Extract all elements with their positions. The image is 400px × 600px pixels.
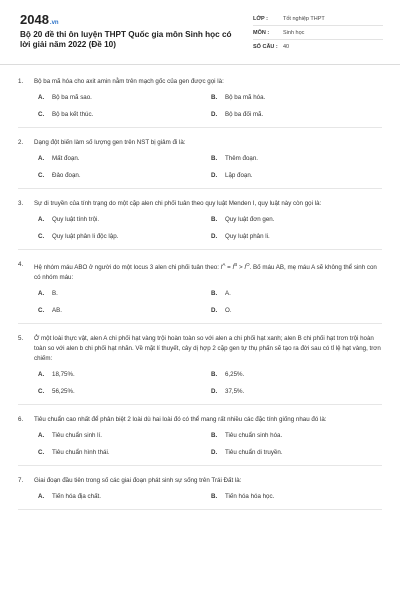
option-c[interactable] [38,110,211,119]
meta-key: LỚP : [253,15,268,22]
document-header [0,0,400,65]
option-letter: A. [38,493,45,501]
logo-main: 2048 [20,12,49,27]
option-text: AB. [52,307,62,315]
option-b[interactable] [211,289,384,298]
option-letter: B. [211,155,218,162]
question-text: Sự di truyền của tính trạng do một cặp alen chi phối tuân theo quy luật Menden I, quy luật này còn gọi là: [34,200,322,207]
question-text: Dạng đột biến làm số lượng gen trên NST bị giảm đi là: [34,139,186,146]
formula-operator: > [239,264,243,272]
option-letter: C. [38,388,45,396]
option-letter: A. [38,371,45,379]
allele-superscript: B [234,262,238,267]
question-text: Bộ ba mã hóa cho axit amin nằm trên mạch gốc của gen được gọi là: [34,78,224,85]
option-a[interactable] [38,492,211,501]
option-text: Quy luật đơn gen. [225,216,275,223]
option-text: Tiêu chuẩn hình thái. [52,449,110,457]
option-c[interactable] [38,306,211,315]
option-text: Tiêu chuẩn di truyền. [225,449,283,457]
option-c[interactable] [38,448,211,457]
question-4 [18,260,382,324]
option-text: 18,75%. [52,371,75,379]
question-text: Giai đoạn đầu tiên trong số các giai đoạn phát sinh sự sống trên Trái Đất là: [34,477,242,485]
option-text: Bộ ba đối mã. [225,111,264,118]
option-d[interactable] [211,232,384,241]
option-a[interactable] [38,154,211,163]
option-text: B. [52,290,58,298]
option-letter: D. [211,233,218,240]
option-letter: A. [38,155,45,162]
option-b[interactable] [211,370,384,379]
meta-value: Tốt nghiệp THPT [283,15,325,22]
question-number: 2. [18,139,24,146]
option-text: A. [225,290,231,298]
option-text: O. [225,307,232,315]
meta-row-subject [253,26,383,40]
option-text: Đảo đoạn. [52,172,81,179]
question-3 [18,199,382,250]
meta-key: MÔN : [253,29,270,36]
option-text: Quy luật phân li. [225,233,270,240]
option-letter: D. [211,307,218,315]
meta-row-count [253,40,383,53]
option-d[interactable] [211,110,384,119]
option-text: Quy luật phân li độc lập. [52,233,119,240]
option-a[interactable] [38,289,211,298]
option-b[interactable] [211,431,384,440]
question-6 [18,415,382,466]
option-text: Mất đoạn. [52,155,80,162]
question-text: Ở một loài thực vật, alen A chi phối hạt vàng trội hoàn toàn so với alen a chi phối hạt xanh; alen B chi phối hạt trơn trội hoàn toàn so với alen b chi phối hạt nhăn. Về mặt lí thuyết, cây dị hợp 2 cặp gen tự thụ phấn sẽ tạo ra đời sau có tỉ lệ hạt vàng, trơn chiếm: [34,335,381,363]
option-letter: A. [38,94,45,101]
option-a[interactable] [38,93,211,102]
question-7 [18,476,382,510]
option-letter: B. [211,94,218,101]
meta-value: Sinh học [283,29,305,36]
option-a[interactable] [38,431,211,440]
option-text: Tiêu chuẩn sinh hóa. [225,432,283,440]
option-text: Bộ ba kết thúc. [52,111,94,118]
option-letter: D. [211,172,218,179]
meta-row-class [253,12,383,26]
option-b[interactable] [211,215,384,224]
allele-symbol: I [244,264,247,272]
option-d[interactable] [211,171,384,180]
allele-symbol: I [220,264,223,272]
question-list [0,65,400,510]
option-a[interactable] [38,370,211,379]
option-text: 6,25%. [225,371,245,379]
allele-superscript: A [222,262,226,267]
option-text: Lặp đoạn. [225,172,253,179]
option-letter: B. [211,216,218,223]
meta-value: 40 [283,43,290,50]
option-c[interactable] [38,387,211,396]
option-letter: D. [211,111,218,118]
question-number: 5. [18,335,24,343]
option-letter: C. [38,233,45,240]
allele-superscript: O [246,262,250,267]
option-text: Bộ ba mã hóa. [225,94,266,101]
option-text: Bộ ba mã sao. [52,94,92,101]
option-a[interactable] [38,215,211,224]
option-letter: A. [38,216,45,223]
question-number: 3. [18,200,24,207]
option-d[interactable] [211,306,384,315]
option-letter: B. [211,290,218,298]
allele-symbol: I [232,264,235,272]
option-text: Thêm đoạn. [225,155,259,162]
question-2 [18,138,382,189]
option-c[interactable] [38,171,211,180]
question-text: Tiêu chuẩn cao nhất để phân biệt 2 loài dù hai loài đó có thể mang rất nhiều các đặc tính giống nhau đó là: [34,416,327,424]
question-1 [18,77,382,128]
question-text-part: . Bố máu AB, mẹ máu A sẽ không thể sinh con có nhóm máu: [34,264,377,282]
option-letter: B. [211,371,218,379]
option-b[interactable] [211,154,384,163]
question-5 [18,334,382,405]
option-c[interactable] [38,232,211,241]
option-b[interactable] [211,93,384,102]
option-letter: C. [38,307,45,315]
dominance-formula [221,264,250,271]
option-text: Tiến hóa địa chất. [52,493,101,501]
option-d[interactable] [211,448,384,457]
question-number: 4. [18,261,24,268]
question-number: 6. [18,416,24,424]
option-letter: B. [211,432,218,440]
option-text: Quy luật tính trội. [52,216,100,223]
question-number: 7. [18,477,24,485]
question-text-part: Hệ nhóm máu ABO ở người do một locus 3 alen chi phối tuân theo: [34,264,219,272]
option-letter: C. [38,449,45,457]
option-letter: C. [38,172,45,179]
document-title: Bộ 20 đề thi ôn luyện THPT Quốc gia môn Sinh học có lời giải năm 2022 (Đề 10) [20,30,232,49]
option-letter: B. [211,493,218,501]
site-logo[interactable] [20,12,59,27]
option-letter: A. [38,290,45,298]
option-b[interactable] [211,492,384,501]
option-letter: A. [38,432,45,440]
option-letter: C. [38,111,45,118]
option-text: Tiêu chuẩn sinh lí. [52,432,102,440]
meta-key: SỐ CÂU : [253,43,278,50]
question-number: 1. [18,78,24,85]
option-letter: D. [211,388,218,396]
logo-sub: .vn [49,20,59,26]
option-text: 37,5%. [225,388,245,396]
meta-table [253,12,383,53]
option-letter: D. [211,449,218,457]
option-d[interactable] [211,387,384,396]
option-text: 56,25%. [52,388,75,396]
formula-operator: = [227,264,231,272]
option-text: Tiến hóa hóa học. [225,493,275,501]
question-text [34,260,382,283]
